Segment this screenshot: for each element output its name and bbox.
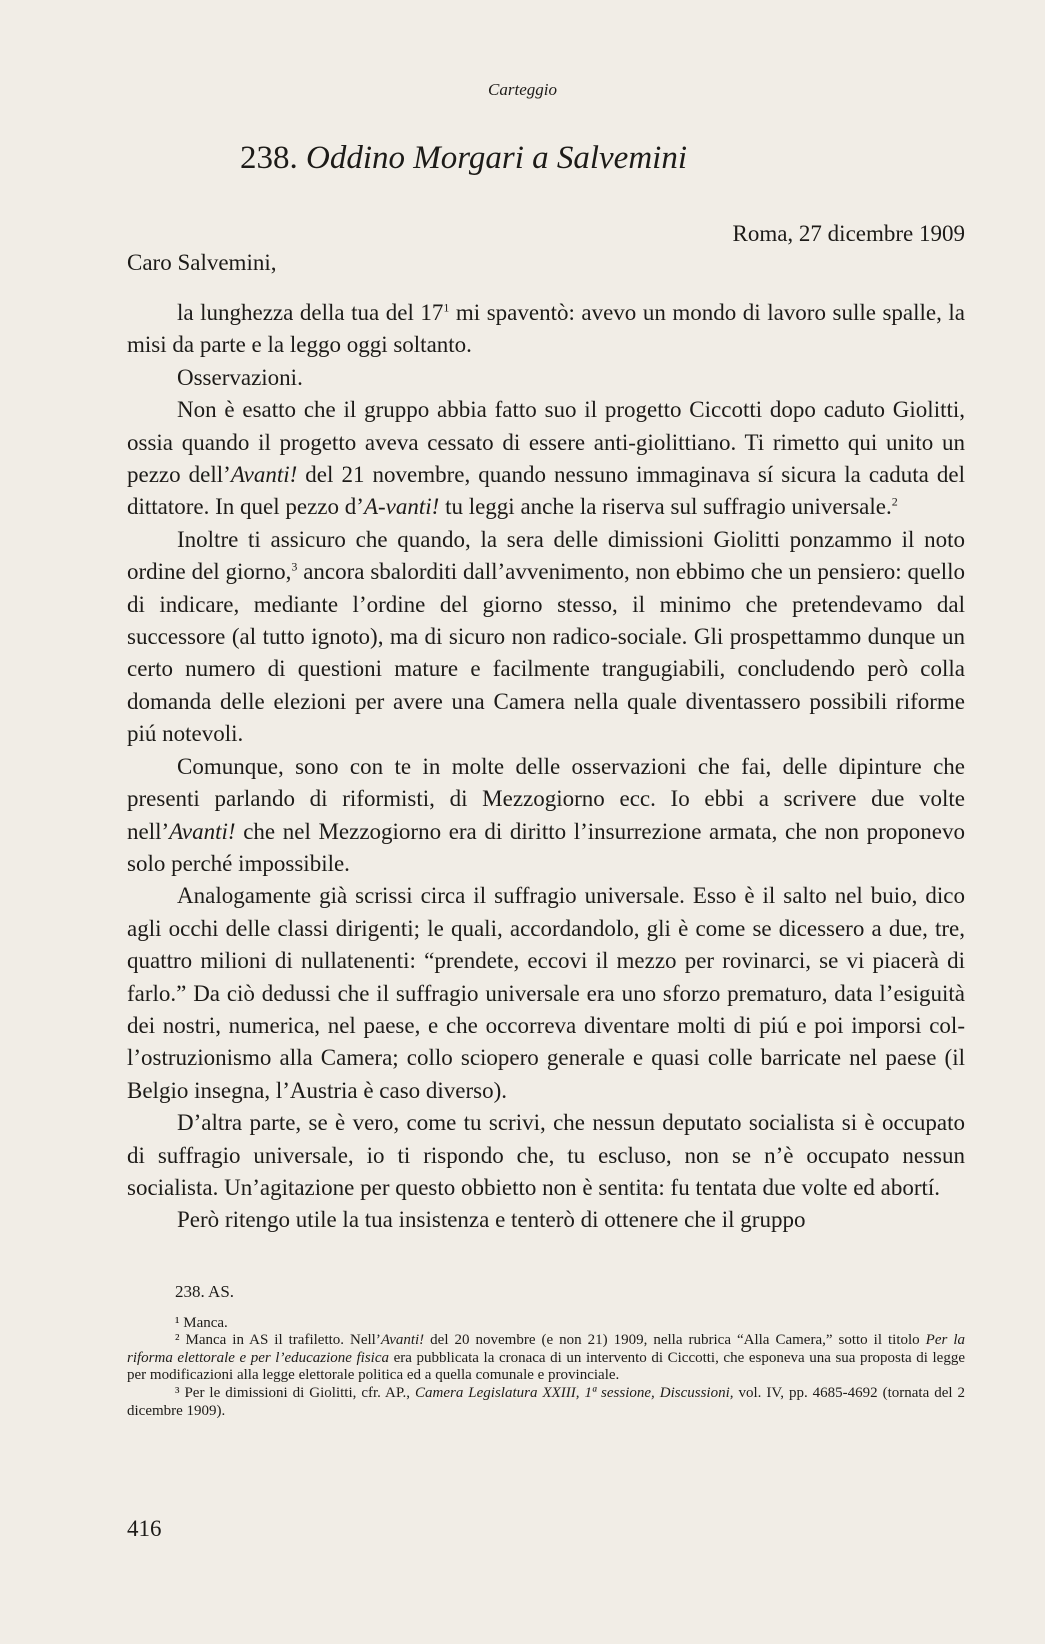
footnotes <box>127 1283 965 1420</box>
footnote: ³ Per le dimissioni di Giolitti, cfr. AP., Camera Legislatura XXIII, 1ª sessione, Discussioni, vol. IV, pp. 4685-4692 (tornata del 2 dicembre 1909). <box>127 1384 965 1419</box>
newspaper-title: vanti! <box>385 494 440 520</box>
letter-number: 238. <box>240 140 298 176</box>
running-head: Carteggio <box>488 80 557 99</box>
footnote: ¹ Manca. <box>175 1314 228 1331</box>
paragraph: Comunque, sono con te in molte delle osservazioni che fai, delle dipinture che presenti parlando di riformisti, di Mezzogiorno ecc. Io ebbi a scrivere due volte nell’Avanti! che nel Mezzogiorno era di diritto l’insurrezione armata, che non proponevo solo perché impossibile. <box>127 753 965 876</box>
paragraph: Non è esatto che il gruppo abbia fatto suo il progetto Ciccotti dopo caduto Giolitti, ossia quando il progetto aveva cessato di essere anti-giolittiano. Ti rimetto qui unito un pezzo dell’Avanti! del 21 novembre, quando nessuno immaginava sí sicura la caduta del dittatore. In quel pezzo d’A-vanti! tu leggi anche la riserva sul suffragio universale.$^2$ <box>127 397 965 520</box>
page-number: 416 <box>127 1516 162 1541</box>
letter-heading <box>240 140 687 177</box>
paragraph: D’altra parte, se è vero, come tu scrivi, che nessun deputato socialista si è occupato di suffragio universale, io ti rispondo che, tu escluso, non se n’è occupato nessun socialista. Un’agitazione per questo obbietto non è sentita: fu tentata due volte ed abortí. <box>127 1110 965 1200</box>
source-reference: 238. AS. <box>175 1282 235 1301</box>
footnote-ref: 3 <box>291 559 298 574</box>
newspaper-title: A- <box>363 494 386 520</box>
letter-title: Oddino Morgari a Salvemini <box>306 140 687 176</box>
paragraph: la lunghezza della tua del $17^1$ mi spaventò: avevo un mondo di lavoro sulle spalle, la misi da parte e la leggo oggi soltanto. <box>127 300 965 358</box>
newspaper-title: Avanti! <box>169 818 236 844</box>
letter-body <box>127 297 965 1237</box>
paragraph: Però ritengo utile la tua insistenza e tenterò di ottenere che il gruppo <box>177 1207 806 1233</box>
paragraph: Analogamente già scrissi circa il suffragio universale. Esso è il salto nel buio, dico agli occhi delle classi dirigenti; le quali, accordandolo, gli è come se dicessero a due, tre, quattro milioni di nullatenenti: “prendete, eccovi il mezzo per rovinarci, se vi piacerà di farlo.” Da ciò dedussi che il suffragio universale era uno sforzo prematuro, data l’esiguità dei nostri, numerica, nel paese, e che occorreva diventare molti di piú e poi imporsi coll’ostruzionismo alla Camera; collo sciopero generale e quasi colle barricate nel paese (il Belgio insegna, l’Austria è caso diverso). <box>127 883 965 1103</box>
paragraph: Osservazioni. <box>177 364 303 390</box>
paragraph: Inoltre ti assicuro che quando, la sera delle dimissioni Giolitti ponzammo il noto ordine del giorno,$^3$ ancora sbalorditi dall’avvenimento, non ebbimo che un pensiero: quello di indicare, mediante l’ordine del giorno stesso, il minimo che pretendevamo dal successore (al tutto ignoto), ma di sicuro non radico-sociale. Gli prospettammo dunque un certo numero di questioni mature e facilmente trangugiabili, concludendo però colla domanda delle elezioni per avere una Camera nella quale diventassero possibili riforme piú notevoli. <box>127 526 965 747</box>
salutation: Caro Salvemini, <box>127 250 277 275</box>
footnote-ref: 1 <box>443 300 450 315</box>
footnote-ref: 2 <box>891 494 898 509</box>
footnote: ² Manca in AS il trafiletto. Nell’Avanti! del 20 novembre (e non 21) 1909, nella rubrica “Alla Camera,” sotto il titolo Per la riforma elettorale e per l’educazione fisica era pubblicata la cronaca di un intervento di Ciccotti, che esponeva una sua proposta di legge per modificazioni alla legge elettorale politica ed a quella comunale e provinciale. <box>127 1332 965 1384</box>
dateline: Roma, 27 dicembre 1909 <box>732 221 965 246</box>
newspaper-title: Avanti! <box>230 462 298 488</box>
